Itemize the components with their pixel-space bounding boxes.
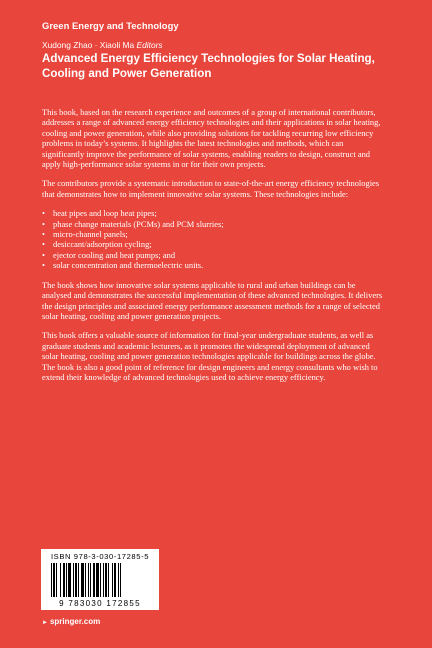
barcode-bar bbox=[53, 563, 55, 597]
blurb-text bbox=[42, 107, 386, 391]
editors-line bbox=[42, 40, 163, 50]
barcode-bar bbox=[120, 563, 121, 597]
barcode-bar bbox=[100, 563, 101, 597]
barcode-bars bbox=[51, 563, 149, 597]
publisher-label: springer.com bbox=[49, 617, 101, 626]
barcode-bar bbox=[88, 563, 89, 597]
list-item: • desiccant/adsorption cycling; bbox=[42, 239, 386, 249]
barcode-bar bbox=[66, 563, 67, 597]
barcode-bar bbox=[114, 563, 116, 597]
barcode-bar bbox=[108, 563, 109, 597]
list-item: • phase change materials (PCMs) and PCM slurries; bbox=[42, 219, 386, 229]
barcode-bar bbox=[81, 563, 84, 597]
list-item: • ejector cooling and heat pumps; and bbox=[42, 250, 386, 260]
barcode-bar bbox=[105, 563, 107, 597]
barcode-digits: 9 783030 172855 bbox=[59, 599, 141, 608]
book-title: Advanced Energy Efficiency Technologies for Solar Heating, Cooling and Power Generation bbox=[42, 52, 375, 80]
series-name: Green Energy and Technology bbox=[42, 20, 179, 31]
technology-list bbox=[42, 208, 386, 270]
publisher-url bbox=[42, 617, 100, 626]
arrow-icon: ► bbox=[42, 620, 48, 626]
barcode-bar bbox=[103, 563, 104, 597]
barcode-bar bbox=[51, 563, 52, 597]
barcode-bar bbox=[60, 563, 61, 597]
blurb-paragraph-4: This book offers a valuable source of information for final-year undergraduate students, as well as graduate students and academic lecturers, as it promotes the widespread deployment of advanced solar heating, cooling and power generation technologies applicable for buildings across the globe. The book is also a good point of reference for design engineers and energy consultants who wish to extend their knowledge of advanced technologies used to achieve energy efficiency. bbox=[42, 330, 378, 382]
barcode-bar bbox=[75, 563, 77, 597]
editor-names: Xudong Zhao · Xiaoli Ma bbox=[42, 40, 135, 50]
barcode-bar bbox=[118, 563, 119, 597]
editors-label: Editors bbox=[136, 40, 163, 50]
barcode-bar bbox=[56, 563, 57, 597]
blurb-paragraph-1: This book, based on the research experience and outcomes of a group of international contributors, addresses a range of advanced energy efficiency technologies and their applications in solar heating, cooling and power generation, while also providing solutions for tackling recurring low efficiency problems in today’s systems. It highlights the latest technologies and methods, which can significantly improve the performance of solar systems, enabling readers to design, construct and apply high-performance solar systems in or for their own projects. bbox=[42, 107, 381, 170]
barcode-bar bbox=[73, 563, 74, 597]
barcode-bar bbox=[112, 563, 113, 597]
blurb-paragraph-3: The book shows how innovative solar systems applicable to rural and urban buildings can be analysed and demonstrates the successful implementation of these advanced technologies. It delivers the design principles and associated energy performance assessment methods for a range of selected solar heating, cooling and power generation projects. bbox=[42, 279, 383, 321]
list-item: • heat pipes and loop heat pipes; bbox=[42, 208, 386, 218]
barcode-bar bbox=[63, 563, 65, 597]
blurb-paragraph-2: The contributors provide a systematic introduction to state-of-the-art energy efficiency technologies that demonstrates how to implement innovative solar systems. These technologies include: bbox=[42, 178, 380, 199]
barcode-bar bbox=[85, 563, 86, 597]
isbn-text: ISBN 978-3-030-17285-5 bbox=[50, 552, 150, 561]
barcode-bar bbox=[90, 563, 91, 597]
barcode-bar bbox=[68, 563, 71, 597]
list-item: • micro-channel panels; bbox=[42, 229, 386, 239]
barcode-panel bbox=[41, 549, 159, 610]
barcode-bar bbox=[78, 563, 79, 597]
barcode-bar bbox=[93, 563, 95, 597]
list-item: • solar concentration and thermoelectric units. bbox=[42, 260, 386, 270]
barcode-bar bbox=[96, 563, 99, 597]
